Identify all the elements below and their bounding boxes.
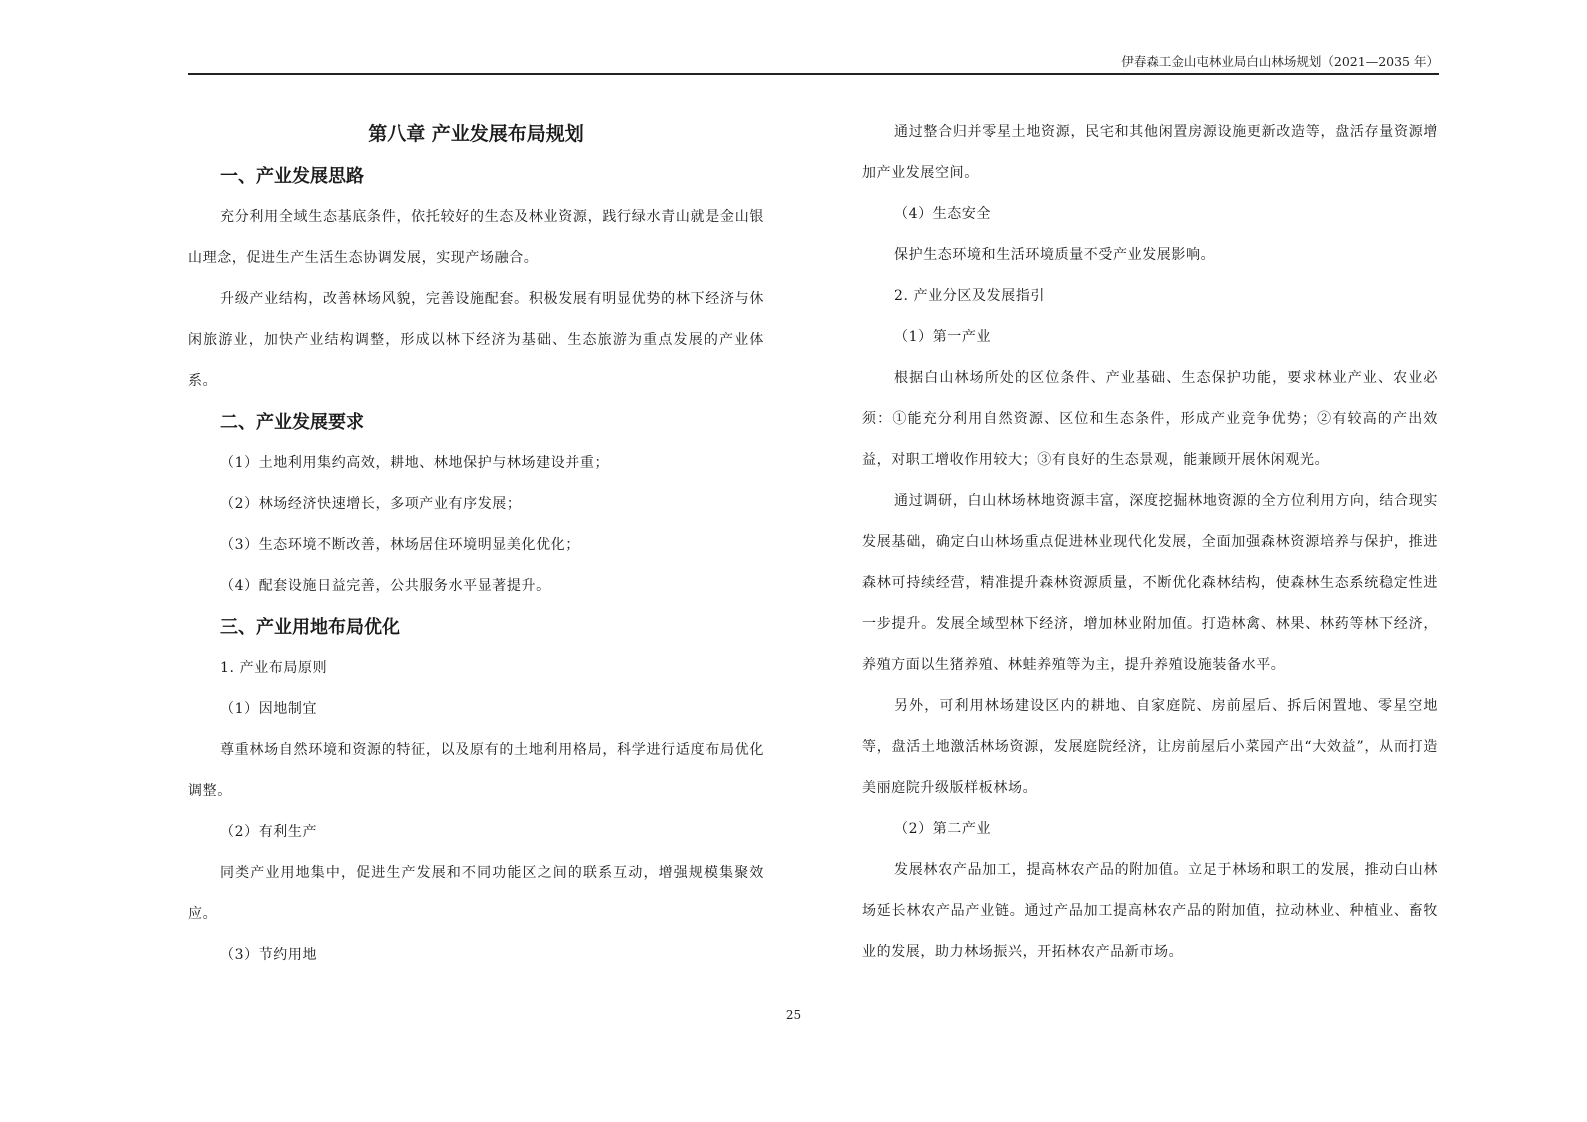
- chapter-title: 第八章 产业发展布局规划: [368, 123, 584, 145]
- right-column: [862, 112, 1438, 973]
- item-heading: （1）因地制宜: [220, 701, 318, 717]
- paragraph: 升级产业结构，改善林场风貌，完善设施配套。积极发展有明显优势的林下经济与休闲旅游业，加快产业结构调整，形成以林下经济为基础、生态旅游为重点发展的产业体系。: [188, 291, 764, 389]
- paragraph: 尊重林场自然环境和资源的特征，以及原有的土地利用格局，科学进行适度布局优化调整。: [188, 742, 764, 799]
- paragraph: 通过调研，白山林场林地资源丰富，深度挖掘林地资源的全方位利用方向，结合现实发展基础，确定白山林场重点促进林业现代化发展，全面加强森林资源培养与保护，推进森林可持续经营，精准提升森林资源质量，不断优化森林结构，使森林生态系统稳定性进一步提升。发展全域型林下经济，增加林业附加值。打造林禽、林果、林药等林下经济，养殖方面以生猪养殖、林蛙养殖等为主，提升养殖设施装备水平。: [862, 493, 1438, 673]
- section-title-development-requirements: 二、产业发展要求: [220, 412, 364, 433]
- paragraph: 保护生态环境和生活环境质量不受产业发展影响。: [894, 247, 1216, 263]
- item-heading: （2）有利生产: [220, 824, 318, 840]
- item-heading: （4）生态安全: [894, 206, 992, 222]
- subsection-heading: 1. 产业布局原则: [220, 660, 328, 676]
- left-column: [188, 112, 764, 976]
- paragraph: 发展林农产品加工，提高林农产品的附加值。立足于林场和职工的发展，推动白山林场延长林农产品产业链。通过产品加工提高林农产品的附加值，拉动林业、种植业、畜牧业的发展，助力林场振兴，开拓林农产品新市场。: [862, 862, 1438, 960]
- subsection-heading: 2. 产业分区及发展指引: [894, 288, 1046, 304]
- paragraph: 充分利用全域生态基底条件，依托较好的生态及林业资源，践行绿水青山就是金山银山理念，促进生产生活生态协调发展，实现产场融合。: [188, 209, 764, 266]
- section-title-land-layout: 三、产业用地布局优化: [220, 617, 400, 638]
- paragraph: 另外，可利用林场建设区内的耕地、自家庭院、房前屋后、拆后闲置地、零星空地等，盘活土地激活林场资源，发展庭院经济，让房前屋后小菜园产出“大效益”，从而打造美丽庭院升级版样板林场。: [862, 698, 1438, 796]
- list-item: （4）配套设施日益完善，公共服务水平显著提升。: [220, 578, 551, 594]
- paragraph: 同类产业用地集中，促进生产发展和不同功能区之间的联系互动，增强规模集聚效应。: [188, 865, 764, 922]
- page-number: 25: [785, 1008, 802, 1022]
- running-header: 伊春森工金山屯林业局白山林场规划（2021—2035 年）: [1121, 54, 1439, 69]
- list-item: （2）林场经济快速增长，多项产业有序发展；: [220, 496, 522, 512]
- item-heading: （1）第一产业: [894, 329, 992, 345]
- item-heading: （3）节约用地: [220, 947, 318, 963]
- section-title-development-ideas: 一、产业发展思路: [220, 166, 364, 187]
- header-rule: [188, 73, 1439, 75]
- paragraph: 通过整合归并零星土地资源，民宅和其他闲置房源设施更新改造等，盘活存量资源增加产业发展空间。: [862, 124, 1438, 181]
- list-item: （3）生态环境不断改善，林场居住环境明显美化优化；: [220, 537, 580, 553]
- paragraph: 根据白山林场所处的区位条件、产业基础、生态保护功能，要求林业产业、农业必须：①能充分利用自然资源、区位和生态条件，形成产业竞争优势；②有较高的产出效益，对职工增收作用较大；③有良好的生态景观，能兼顾开展休闲观光。: [862, 370, 1438, 468]
- item-heading: （2）第二产业: [894, 821, 992, 837]
- list-item: （1）土地利用集约高效，耕地、林地保护与林场建设并重；: [220, 455, 610, 471]
